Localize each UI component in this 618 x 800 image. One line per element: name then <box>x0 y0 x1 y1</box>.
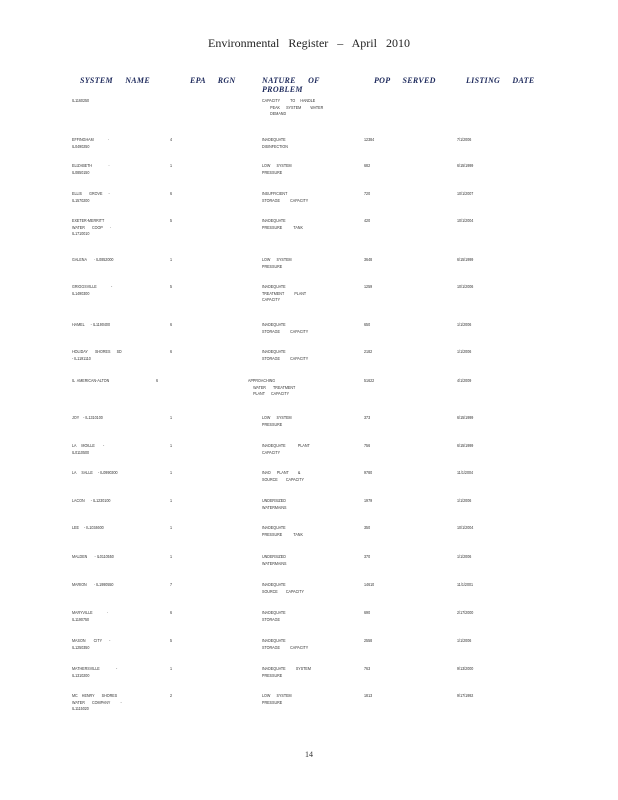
header-pop-served: POP SERVED <box>374 76 436 85</box>
cell-nature-of-problem: LOW SYSTEM PRESSURE <box>262 415 292 427</box>
page-title: Environmental Register – April 2010 <box>208 36 410 50</box>
cell-epa-rgn: 1 <box>170 257 173 262</box>
cell-listing-date: 11/1/2004 <box>457 470 474 475</box>
cell-listing-date: 10/1/2007 <box>457 191 474 196</box>
cell-epa-rgn: 5 <box>170 638 173 643</box>
cell-nature-of-problem: LOW SYSTEM PRESSURE <box>262 163 292 175</box>
cell-nature-of-problem: INADEQUATE STORAGE CAPACITY <box>262 638 309 650</box>
cell-system-name: HOLIDAY SHORES SD - IL1191110 <box>72 349 122 361</box>
cell-system-name: JOY - IL1310100 <box>72 415 103 420</box>
cell-system-name: GRIGGSVILLE - IL1490300 <box>72 284 113 296</box>
cell-listing-date: 9/17/1992 <box>457 693 474 698</box>
cell-pop-served: 370 <box>364 554 371 559</box>
cell-nature-of-problem: INADEQUATE SOURCE CAPACITY <box>262 582 304 594</box>
cell-system-name: LA MOILLE - IL0110500 <box>72 443 105 455</box>
cell-pop-served: 3648 <box>364 257 373 262</box>
cell-system-name: LACON - IL1230100 <box>72 498 111 503</box>
cell-nature-of-problem: INADEQUATE STORAGE CAPACITY <box>262 349 309 361</box>
cell-listing-date: 7/1/2006 <box>457 137 472 142</box>
cell-system-name: MARION - IL1990550 <box>72 582 114 587</box>
cell-pop-served: 690 <box>364 610 371 615</box>
cell-listing-date: 6/15/1999 <box>457 257 474 262</box>
cell-nature-of-problem: INADEQUATE PRESSURE TANK <box>262 525 303 537</box>
cell-nature-of-problem: UNDERSIZED WATERMAINS <box>262 498 287 510</box>
cell-listing-date: 1/1/2006 <box>457 638 472 643</box>
cell-pop-served: 373 <box>364 415 371 420</box>
cell-epa-rgn: 7 <box>170 582 173 587</box>
cell-pop-served: 756 <box>364 443 371 448</box>
cell-epa-rgn: 1 <box>170 554 173 559</box>
cell-listing-date: 6/15/1999 <box>457 415 474 420</box>
cell-epa-rgn: 4 <box>170 137 173 142</box>
cell-epa-rgn: 1 <box>170 470 173 475</box>
cell-nature-of-problem: INAD PLANT & SOURCE CAPACITY <box>262 470 304 482</box>
cell-system-name: MATHERSVILLE - IL1310200 <box>72 666 118 678</box>
cell-epa-rgn: 1 <box>170 163 173 168</box>
header-system-name: SYSTEM NAME <box>80 76 150 85</box>
cell-pop-served: 1979 <box>364 498 373 503</box>
cell-epa-rgn: 5 <box>170 218 173 223</box>
cell-pop-served: 12384 <box>364 137 375 142</box>
cell-pop-served: 51622 <box>364 378 375 383</box>
cell-epa-rgn: 5 <box>170 284 173 289</box>
cell-pop-served: 9780 <box>364 470 373 475</box>
cell-pop-served: 650 <box>364 322 371 327</box>
cell-epa-rgn: 1 <box>170 443 173 448</box>
page-number: 14 <box>305 750 313 759</box>
cell-system-name: MARYVILLE - IL1190750 <box>72 610 109 622</box>
cell-listing-date: 4/1/2009 <box>457 378 472 383</box>
header-nature-of-problem: NATURE OF PROBLEM <box>262 76 320 94</box>
cell-epa-rgn: 1 <box>170 415 173 420</box>
cell-epa-rgn: 6 <box>170 610 173 615</box>
cell-system-name: IL AMERICAN-ALTON <box>72 378 110 383</box>
cell-epa-rgn: 6 <box>170 191 173 196</box>
cell-nature-of-problem: LOW SYSTEM PRESSURE <box>262 693 292 705</box>
cell-pop-served: 420 <box>364 218 371 223</box>
cell-epa-rgn: 1 <box>170 666 173 671</box>
cell-pop-served: 2558 <box>364 638 373 643</box>
cell-listing-date: 11/1/2001 <box>457 582 474 587</box>
cell-system-name: HAMEL - IL1190400 <box>72 322 110 327</box>
cell-pop-served: 682 <box>364 163 371 168</box>
cell-listing-date: 6/15/1999 <box>457 163 474 168</box>
cell-listing-date: 10/1/2004 <box>457 525 474 530</box>
cell-system-name: ELIZABETH - IL0850150 <box>72 163 110 175</box>
cell-system-name: MC HENRY SHORES WATER COMPANY - IL1115020 <box>72 693 122 712</box>
cell-listing-date: 1/1/2006 <box>457 554 472 559</box>
cell-epa-rgn: 6 <box>170 322 173 327</box>
cell-epa-rgn: 1 <box>170 525 173 530</box>
cell-nature-of-problem: APPROACHING WATER TREATMENT PLANT CAPACITY <box>248 378 296 397</box>
cell-epa-rgn: 2 <box>170 693 173 698</box>
cell-pop-served: 1259 <box>364 284 373 289</box>
cell-system-name: MALDEN - IL0110550 <box>72 554 114 559</box>
cell-pop-served: 763 <box>364 666 371 671</box>
cell-system-name: EXETER-MERRITT WATER COOP - IL1710010 <box>72 218 112 237</box>
cell-pop-served: 350 <box>364 525 371 530</box>
cell-listing-date: 6/15/1999 <box>457 443 474 448</box>
cell-nature-of-problem: INADEQUATE PLANT CAPACITY <box>262 443 310 455</box>
cell-nature-of-problem: INADEQUATE TREATMENT PLANT CAPACITY <box>262 284 307 303</box>
cell-system-name: EFFINGHAM - IL0490250 <box>72 137 110 149</box>
cell-nature-of-problem: INADEQUATE SYSTEM PRESSURE <box>262 666 311 678</box>
cell-pop-served: 1813 <box>364 693 373 698</box>
cell-epa-rgn: 6 <box>170 349 173 354</box>
cell-listing-date: 1/1/2006 <box>457 498 472 503</box>
cell-nature-of-problem: INADEQUATE PRESSURE TANK <box>262 218 303 230</box>
cell-nature-of-problem: INADEQUATE DISINFECTION <box>262 137 288 149</box>
table-header <box>0 74 618 100</box>
cell-listing-date: 1/1/2006 <box>457 349 472 354</box>
cell-pop-served: 720 <box>364 191 371 196</box>
cell-nature-of-problem: INADEQUATE STORAGE CAPACITY <box>262 322 309 334</box>
cell-epa-rgn: 6 <box>156 378 159 383</box>
cell-pop-served: 14610 <box>364 582 375 587</box>
cell-nature-of-problem: CAPACITY TO HANDLE PEAK SYSTEM WATER DEMAND <box>262 98 324 117</box>
cell-system-name: MASON CITY - IL1250350 <box>72 638 111 650</box>
cell-nature-of-problem: LOW SYSTEM PRESSURE <box>262 257 292 269</box>
cell-listing-date: 10/1/2004 <box>457 218 474 223</box>
cell-listing-date: 2/17/2000 <box>457 610 474 615</box>
header-listing-date: LISTING DATE <box>466 76 535 85</box>
header-epa-rgn: EPA RGN <box>190 76 236 85</box>
cell-listing-date: 9/13/2000 <box>457 666 474 671</box>
cell-nature-of-problem: INSUFFICIENT STORAGE CAPACITY <box>262 191 309 203</box>
cell-listing-date: 10/1/2006 <box>457 284 474 289</box>
cell-listing-date: 1/1/2006 <box>457 322 472 327</box>
cell-system-name: ELLIS GROVE - IL1570200 <box>72 191 110 203</box>
cell-nature-of-problem: INADEQUATE STORAGE <box>262 610 286 622</box>
cell-epa-rgn: 1 <box>170 498 173 503</box>
cell-system-name: GALENA - IL0852000 <box>72 257 114 262</box>
cell-pop-served: 2182 <box>364 349 373 354</box>
cell-system-name: IL1160250 <box>72 98 90 103</box>
cell-nature-of-problem: UNDERSIZED WATERMAINS <box>262 554 287 566</box>
cell-system-name: LA SALLE - IL0990300 <box>72 470 118 475</box>
cell-system-name: LEE - IL1034600 <box>72 525 104 530</box>
